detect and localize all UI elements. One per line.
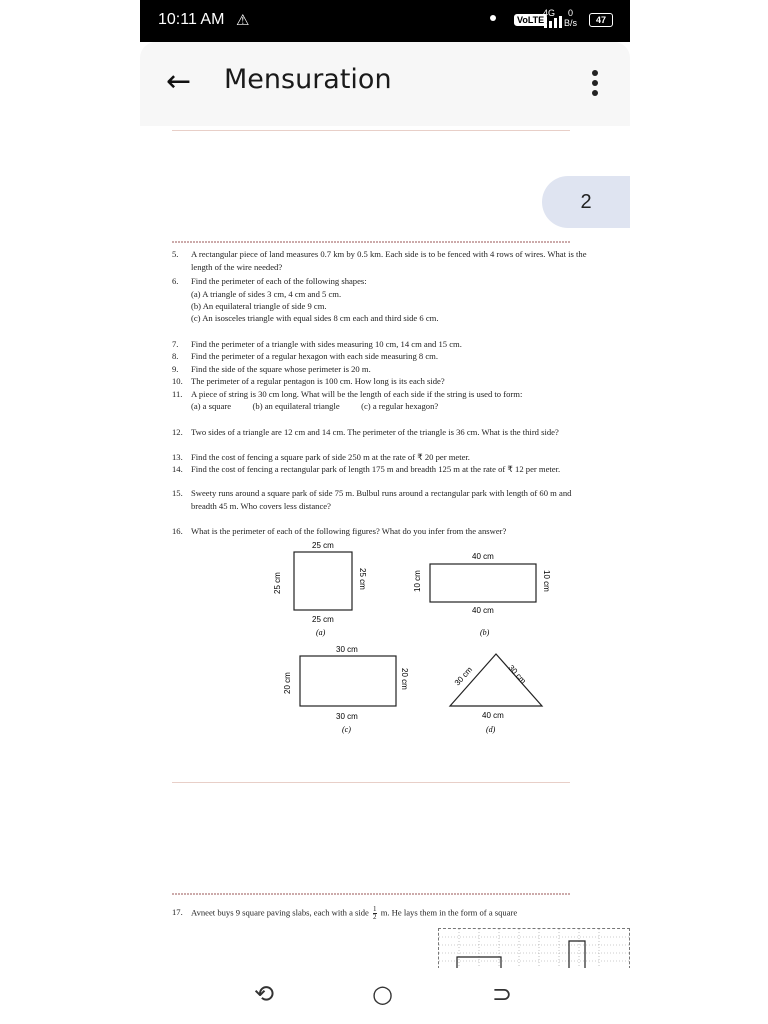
figure-c-caption: (c): [342, 725, 351, 734]
question-number: 15.: [172, 488, 183, 498]
grid-figure-partial: [438, 928, 630, 969]
question-item: [172, 338, 597, 351]
nav-back-icon[interactable]: ⊃: [492, 980, 513, 1008]
figure-d-right-label: 30 cm: [506, 663, 528, 686]
question-text: The perimeter of a regular pentagon is 100 cm. How long is its each side?: [191, 376, 445, 386]
figure-c-right-label: 20 cm: [400, 668, 409, 690]
question-item: [172, 400, 597, 413]
question-item: [172, 375, 597, 388]
question-number: 5.: [172, 249, 179, 259]
question-text: (a) a square (b) an equilateral triangle (c) a regular hexagon?: [191, 401, 439, 411]
question-number: 13.: [172, 452, 183, 462]
question-text: Find the perimeter of each of the following shapes:: [191, 276, 367, 286]
fraction-half: [373, 906, 377, 921]
figure-a-top-label: 25 cm: [312, 541, 334, 550]
figure-b-caption: (b): [480, 628, 490, 637]
page-bottom-divider: [172, 782, 570, 783]
question-text: A piece of string is 30 cm long. What will be the length of each side if the string is used to form:: [191, 389, 523, 399]
question-number: 6.: [172, 276, 179, 286]
figure-b-top-label: 40 cm: [472, 552, 494, 561]
question-number: 8.: [172, 351, 179, 361]
question-item: [172, 463, 597, 476]
question-item: [172, 300, 597, 313]
network-type: 4G: [543, 8, 556, 18]
question-text: (a) A triangle of sides 3 cm, 4 cm and 5 cm.: [191, 289, 342, 299]
question-text: (b) An equilateral triangle of side 9 cm.: [191, 301, 327, 311]
left-margin: [0, 0, 140, 1024]
question-item: [172, 525, 597, 538]
question-number: 14.: [172, 464, 183, 474]
question-text: Find the cost of fencing a square park of side 250 m at the rate of ₹ 20 per meter.: [191, 452, 470, 462]
question-number: 17.: [172, 907, 183, 917]
question-text: (c) An isosceles triangle with equal sides 8 cm each and third side 6 cm.: [191, 313, 439, 323]
page-top-border: [172, 241, 570, 243]
question-17-text-after: m. He lays them in the form of a square: [380, 907, 518, 918]
back-arrow-icon[interactable]: ←: [166, 64, 192, 99]
recents-icon[interactable]: ⟲: [254, 980, 275, 1008]
speed-value: 0: [568, 8, 574, 18]
home-icon[interactable]: ○: [372, 980, 393, 1008]
fraction-denominator: 2: [373, 913, 377, 921]
status-time: 10:11 AM: [158, 11, 225, 28]
figure-b-left-label: 10 cm: [413, 570, 422, 592]
question-text: What is the perimeter of each of the following figures? What do you infer from the answer?: [191, 526, 507, 536]
app-bar: [140, 42, 630, 126]
question-item: [172, 388, 597, 401]
data-speed: [564, 8, 577, 28]
next-page-top-border: [172, 893, 570, 895]
question-number: 11.: [172, 389, 183, 399]
page-title: Mensuration: [224, 64, 392, 95]
figure-b-bottom-label: 40 cm: [472, 606, 494, 615]
figure-b-rectangle: [430, 564, 536, 602]
figure-c-top-label: 30 cm: [336, 645, 358, 654]
question-text: A rectangular piece of land measures 0.7 km by 0.5 km. Each side is to be fenced with 4 rows of wires. What is the length of the wire needed?: [191, 249, 587, 272]
question-item: [172, 248, 597, 273]
volte-badge: VoLTE: [514, 14, 547, 26]
question-number: 9.: [172, 364, 179, 374]
question-number: 10.: [172, 376, 183, 386]
question-item: [172, 363, 597, 376]
fraction-numerator: 1: [373, 905, 377, 913]
question-item: [172, 312, 597, 325]
figures-q16: [250, 540, 610, 750]
question-text: Two sides of a triangle are 12 cm and 14 cm. The perimeter of the triangle is 36 cm. What is the third side?: [191, 427, 559, 437]
figure-c-rectangle: [300, 656, 396, 706]
figure-a-right-label: 25 cm: [358, 568, 367, 590]
question-item: [172, 288, 597, 301]
figure-d-caption: (d): [486, 725, 496, 734]
figure-b-right-label: 10 cm: [542, 570, 551, 592]
question-text: Find the perimeter of a triangle with sides measuring 10 cm, 14 cm and 15 cm.: [191, 339, 462, 349]
question-text: Find the cost of fencing a rectangular park of length 175 m and breadth 125 m at the rate of ₹ 12 per meter.: [191, 464, 561, 474]
question-item: [172, 275, 597, 288]
question-number: 16.: [172, 526, 183, 536]
battery-icon: 47: [589, 13, 613, 27]
notification-dot-icon: [490, 15, 496, 21]
warning-icon: ⚠: [236, 12, 250, 29]
figure-a-bottom-label: 25 cm: [312, 615, 334, 624]
question-item: [172, 451, 597, 464]
top-divider: [172, 130, 570, 131]
right-margin: [628, 0, 768, 1024]
question-number: 12.: [172, 427, 183, 437]
figure-a-square: [294, 552, 352, 610]
more-options-icon[interactable]: [592, 70, 598, 100]
question-17-text-before: Avneet buys 9 square paving slabs, each with a side: [191, 907, 369, 918]
grid-figure-svg: [439, 929, 629, 969]
status-bar: [140, 0, 630, 42]
figure-d-left-label: 30 cm: [452, 665, 475, 688]
figure-a-caption: (a): [316, 628, 326, 637]
figure-a-left-label: 25 cm: [273, 572, 282, 594]
figure-c-bottom-label: 30 cm: [336, 712, 358, 721]
question-17: [172, 906, 597, 921]
question-number: 7.: [172, 339, 179, 349]
page-number-badge: 2: [542, 176, 630, 228]
figure-d-bottom-label: 40 cm: [482, 711, 504, 720]
question-text: Find the side of the square whose perimeter is 20 m.: [191, 364, 371, 374]
navigation-bar: [140, 968, 630, 1024]
question-text: Sweety runs around a square park of side 75 m. Bulbul runs around a rectangular park with length of 60 m and breadth 45 m. Who covers less distance?: [191, 488, 572, 511]
question-item: [172, 487, 597, 512]
signal-icon: [544, 16, 562, 28]
question-item: [172, 350, 597, 363]
speed-unit: B/s: [564, 18, 578, 28]
phone-screen: [140, 0, 630, 1024]
figure-c-left-label: 20 cm: [283, 672, 292, 694]
question-text: Find the perimeter of a regular hexagon with each side measuring 8 cm.: [191, 351, 438, 361]
question-item: [172, 426, 597, 439]
